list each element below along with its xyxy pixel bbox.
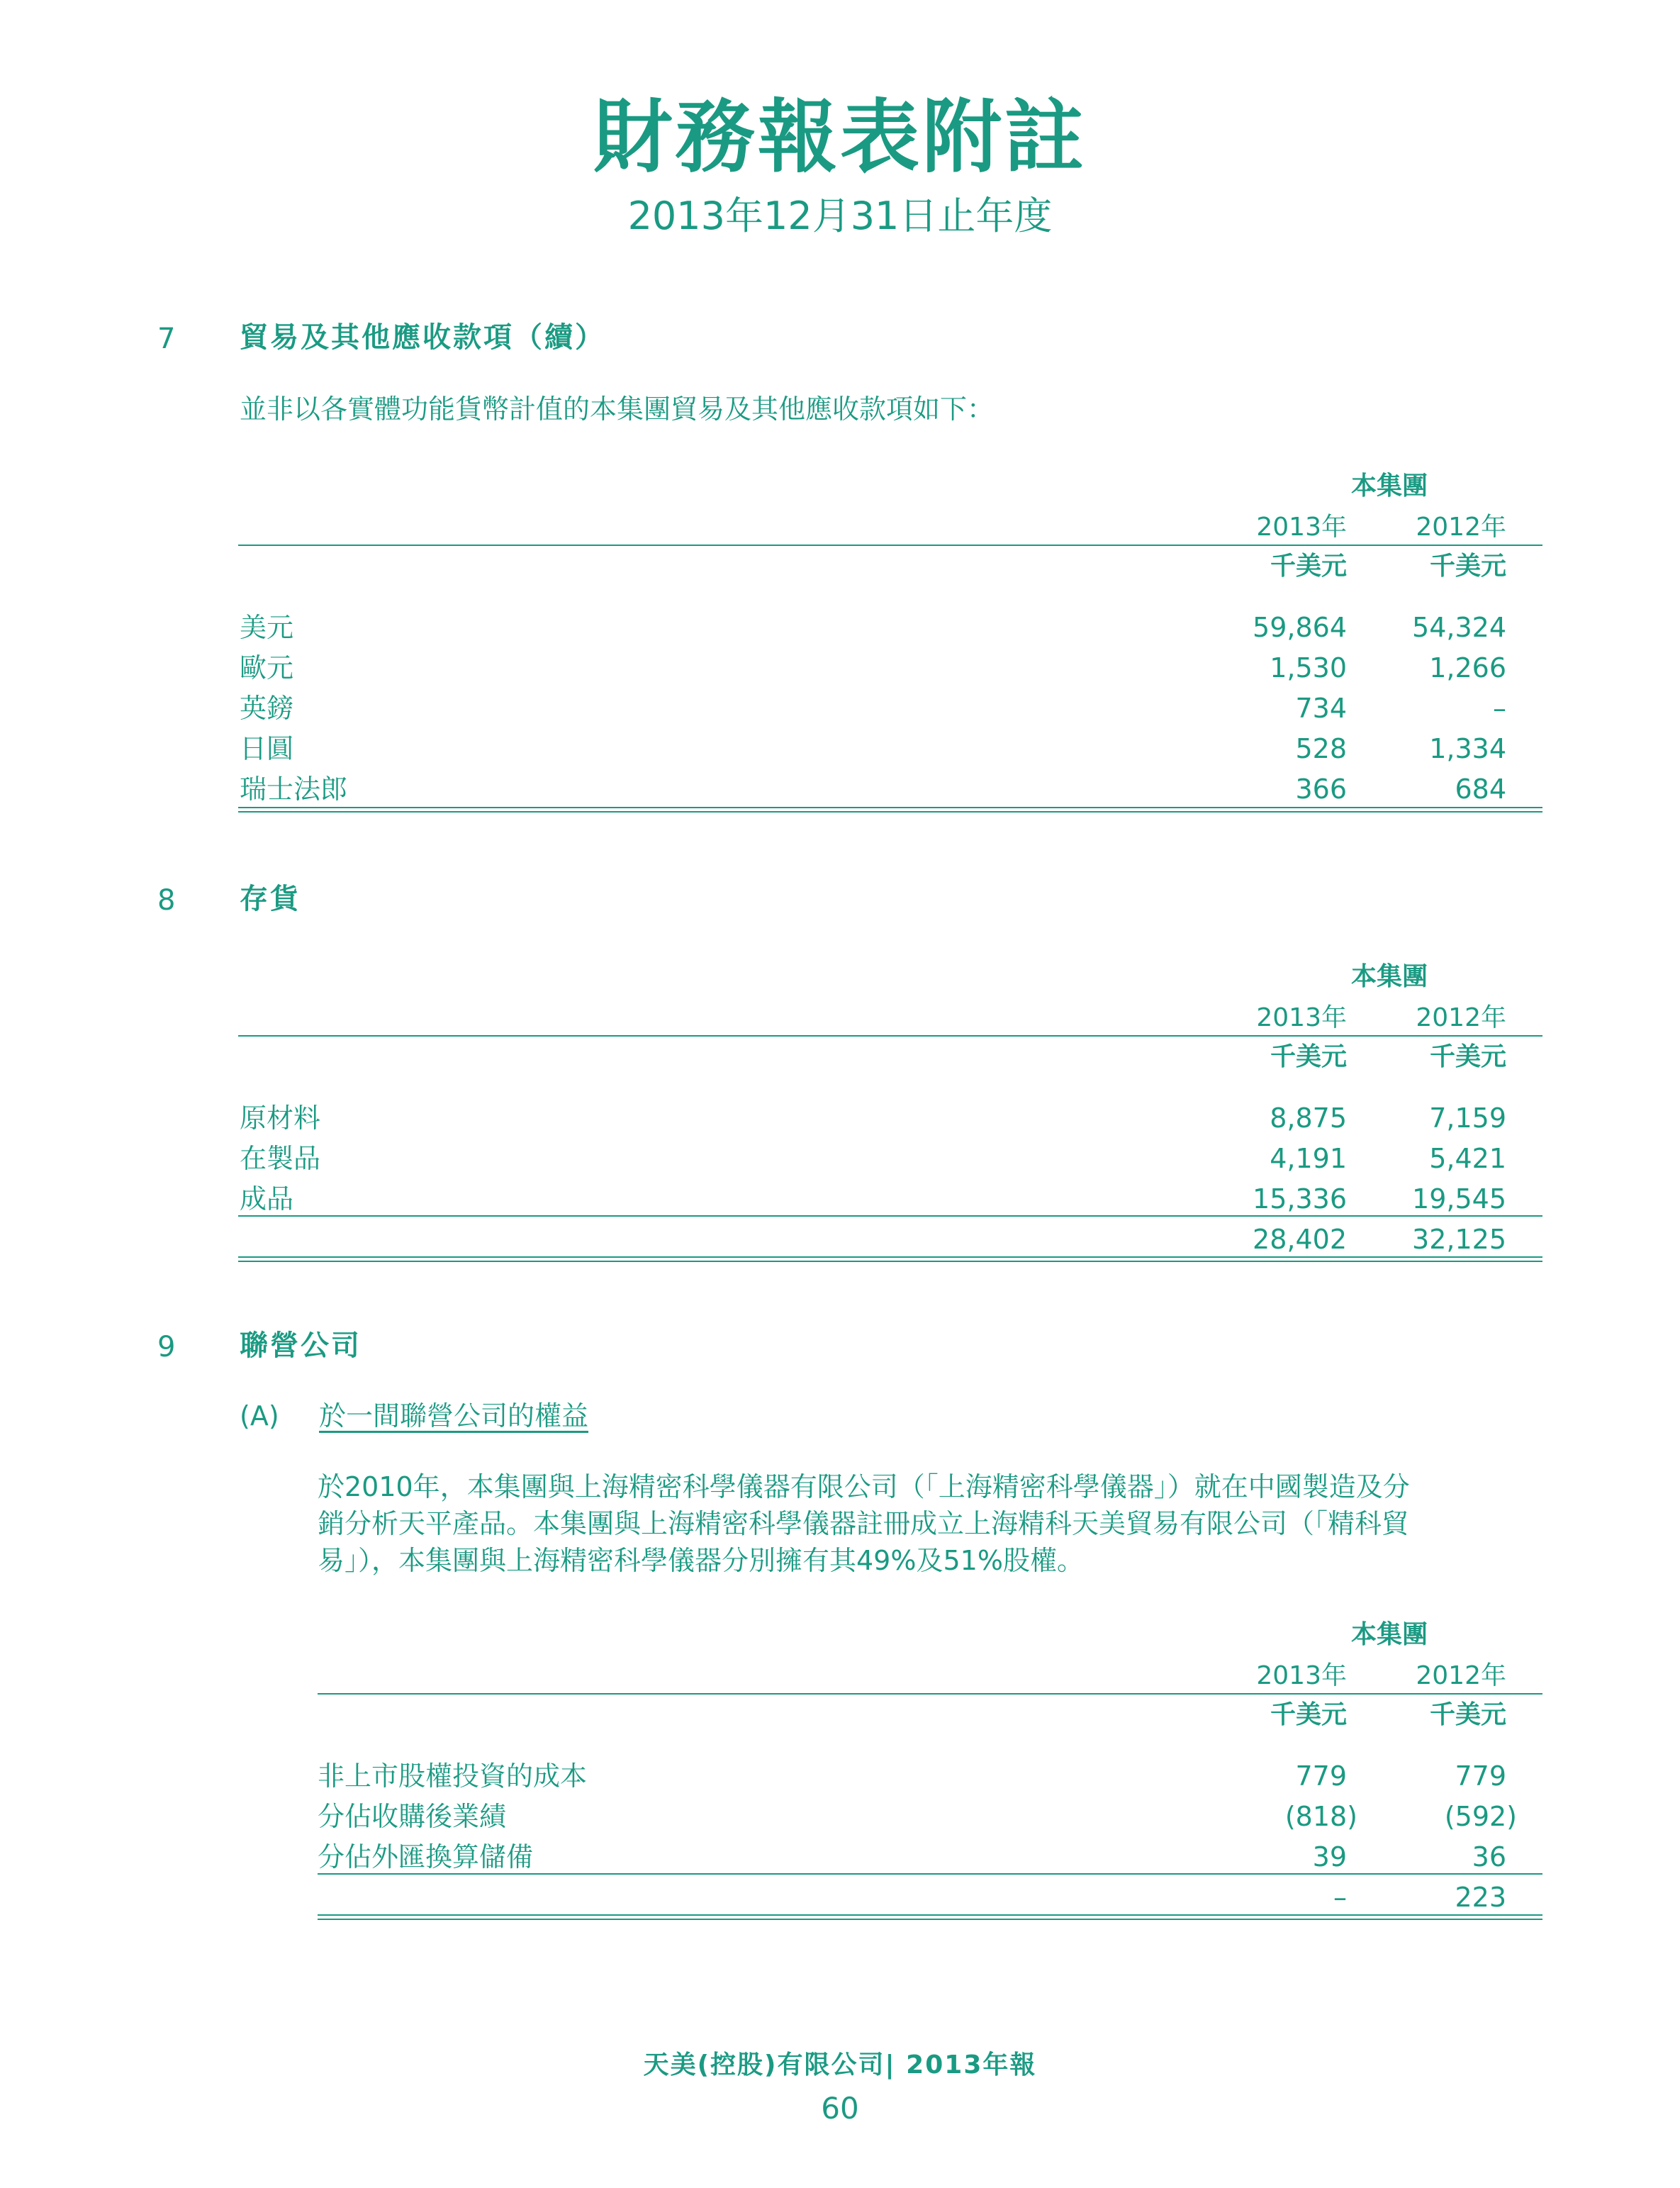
s8-row-2013: 15,336 — [1253, 1183, 1347, 1215]
s8-total-double-rule — [238, 1256, 1542, 1262]
s8-row-2013: 8,875 — [1270, 1103, 1347, 1134]
page-title: 財務報表附註 — [593, 91, 1087, 184]
s8-row-2012: 7,159 — [1429, 1103, 1506, 1134]
s8-header-rule — [238, 1035, 1542, 1037]
s9-year-2012: 2012年 — [1416, 1661, 1506, 1690]
s9-unit-2013: 千美元 — [1270, 1700, 1347, 1729]
s9-paragraph-line: 易」），本集團與上海精密科學儀器分別擁有其49%及51%股權。 — [318, 1545, 1084, 1576]
s9-row-2012: (592) — [1444, 1801, 1517, 1832]
s7-row-2013: 1,530 — [1270, 652, 1347, 683]
s7-row-2013: 734 — [1295, 693, 1347, 724]
s8-total-2013: 28,402 — [1253, 1224, 1347, 1255]
s8-unit-2012: 千美元 — [1429, 1042, 1506, 1071]
s8-row-label: 原材料 — [240, 1103, 321, 1134]
s9-row-label: 非上市股權投資的成本 — [318, 1760, 588, 1792]
s9-subtotal-rule — [318, 1873, 1542, 1875]
s9-total-2013: – — [1333, 1882, 1347, 1913]
s7-year-2012: 2012年 — [1416, 513, 1506, 542]
s8-row-2012: 19,545 — [1412, 1183, 1506, 1215]
s9-header-rule — [318, 1693, 1542, 1695]
section-9-number: 9 — [157, 1331, 176, 1363]
s8-row-label: 成品 — [240, 1183, 294, 1215]
s8-row-2013: 4,191 — [1270, 1143, 1347, 1174]
s9-total-double-rule — [318, 1914, 1542, 1920]
s9-row-2012: 36 — [1472, 1841, 1506, 1872]
s7-row-2013: 366 — [1295, 774, 1347, 805]
s7-year-2013: 2013年 — [1256, 513, 1347, 542]
s9-row-label: 分佔收購後業績 — [318, 1801, 507, 1832]
s7-header-rule — [238, 545, 1542, 546]
s7-row-label: 歐元 — [240, 652, 294, 683]
section-7-number: 7 — [157, 323, 176, 355]
s7-row-label: 美元 — [240, 612, 294, 643]
s9-group-header: 本集團 — [1350, 1620, 1428, 1649]
s7-row-2013: 59,864 — [1253, 612, 1347, 643]
s9-unit-2012: 千美元 — [1429, 1700, 1506, 1729]
s9-paragraph-line: 銷分析天平產品。本集團與上海精密科學儀器註冊成立上海精科天美貿易有限公司（「精科貿 — [318, 1508, 1409, 1539]
s8-row-label: 在製品 — [240, 1143, 321, 1174]
s7-row-2012: – — [1493, 693, 1506, 724]
s7-row-2012: 1,334 — [1429, 733, 1506, 764]
s9-row-2013: 39 — [1312, 1841, 1347, 1872]
s7-row-label: 英鎊 — [240, 693, 294, 724]
footer-company: 天美(控股)有限公司| 2013年報 — [643, 2050, 1037, 2080]
s8-unit-2013: 千美元 — [1270, 1042, 1347, 1071]
s7-unit-2013: 千美元 — [1270, 552, 1347, 581]
section-7-intro: 並非以各實體功能貨幣計值的本集團貿易及其他應收款項如下： — [240, 393, 995, 425]
s9-row-2013: (818) — [1284, 1801, 1357, 1832]
s9-total-2012: 223 — [1455, 1882, 1506, 1913]
s7-row-2012: 684 — [1455, 774, 1506, 805]
s9-row-2013: 779 — [1295, 1760, 1347, 1792]
s7-group-header: 本集團 — [1350, 471, 1428, 501]
s8-subtotal-rule — [238, 1215, 1542, 1217]
s7-row-2012: 1,266 — [1429, 652, 1506, 683]
s9-paragraph-line: 於2010年，本集團與上海精密科學儀器有限公司（「上海精密科學儀器」）就在中國製造及分 — [318, 1471, 1410, 1502]
s9-sub-title: 於一間聯營公司的權益 — [319, 1400, 589, 1431]
s7-total-double-rule — [238, 807, 1542, 813]
section-7-title: 貿易及其他應收款項（續） — [240, 321, 605, 354]
page-subtitle: 2013年12月31日止年度 — [627, 194, 1053, 238]
section-8-title: 存貨 — [240, 883, 301, 915]
section-9-title: 聯營公司 — [240, 1329, 362, 1362]
s7-row-label: 日圓 — [240, 733, 294, 764]
s9-sub-label: (A) — [240, 1400, 279, 1431]
s7-unit-2012: 千美元 — [1429, 552, 1506, 581]
s9-row-2012: 779 — [1455, 1760, 1506, 1792]
s8-total-2012: 32,125 — [1412, 1224, 1506, 1255]
s8-row-2012: 5,421 — [1429, 1143, 1506, 1174]
s8-year-2013: 2013年 — [1256, 1003, 1347, 1032]
s7-row-2013: 528 — [1295, 733, 1347, 764]
s8-year-2012: 2012年 — [1416, 1003, 1506, 1032]
page-number: 60 — [821, 2091, 859, 2126]
s9-year-2013: 2013年 — [1256, 1661, 1347, 1690]
s7-row-2012: 54,324 — [1412, 612, 1506, 643]
section-8-number: 8 — [157, 884, 176, 917]
s8-group-header: 本集團 — [1350, 962, 1428, 991]
s9-row-label: 分佔外匯換算儲備 — [318, 1841, 534, 1872]
s7-row-label: 瑞士法郎 — [240, 774, 348, 805]
